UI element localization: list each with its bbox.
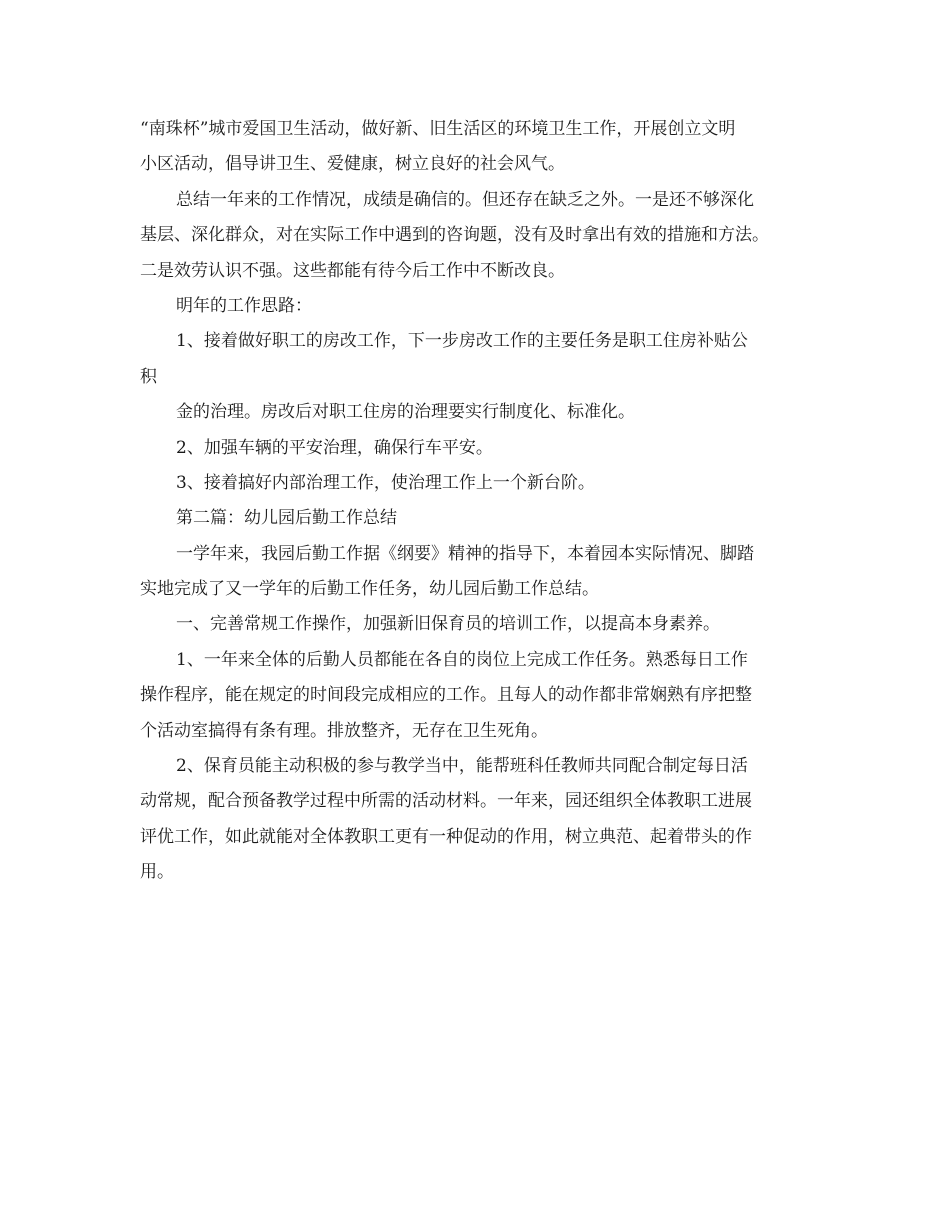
text-line: 二是效劳认识不强。这些都能有待今后工作中不断改良。: [140, 260, 565, 281]
text-line: 实地完成了又一学年的后勤工作任务，幼儿园后勤工作总结。: [140, 579, 599, 600]
text-line: 3、接着搞好内部治理工作，使治理工作上一个新台阶。: [176, 472, 595, 493]
text-line: 总结一年来的工作情况，成绩是确信的。但还存在缺乏之外。一是还不够深化: [176, 189, 754, 210]
text-line: 动常规，配合预备教学过程中所需的活动材料。一年来，园还组织全体教职工进展: [140, 791, 752, 812]
text-line: 评优工作，如此就能对全体教职工更有一种促动的作用，树立典范、起着带头的作: [140, 826, 752, 847]
text-line: 操作程序，能在规定的时间段完成相应的工作。且每人的动作都非常娴熟有序把整: [140, 685, 752, 706]
text-line: 用。: [140, 862, 174, 883]
text-line: 积: [140, 366, 157, 387]
text-line: 一学年来，我园后勤工作据《纲要》精神的指导下，本着园本实际情况、脚踏: [176, 543, 754, 564]
text-line: 一、完善常规工作操作，加强新旧保育员的培训工作，以提高本身素养。: [176, 614, 720, 635]
text-line: 1、一年来全体的后勤人员都能在各自的岗位上完成工作任务。熟悉每日工作: [176, 649, 748, 670]
text-line: 2、加强车辆的平安治理，确保行车平安。: [176, 437, 493, 458]
text-line: 1、接着做好职工的房改工作，下一步房改工作的主要任务是职工住房补贴公: [176, 331, 748, 352]
text-line: 个活动室搞得有条有理。排放整齐，无存在卫生死角。: [140, 720, 548, 741]
text-line: 明年的工作思路：: [176, 295, 312, 316]
document-body: [140, 112, 820, 891]
text-line: 基层、深化群众，对在实际工作中遇到的咨询题，没有及时拿出有效的措施和方法。: [140, 225, 769, 246]
text-line: “南珠杯”城市爱国卫生活动，做好新、旧生活区的环境卫生工作，开展创立文明: [140, 119, 736, 139]
section-heading: 第二篇：幼儿园后勤工作总结: [176, 508, 397, 529]
text-line: 2、保育员能主动积极的参与教学当中，能帮班科任教师共同配合制定每日活: [176, 756, 748, 777]
text-line: 小区活动，倡导讲卫生、爱健康，树立良好的社会风气。: [140, 154, 565, 175]
text-line: 金的治理。房改后对职工住房的治理要实行制度化、标准化。: [176, 402, 635, 423]
